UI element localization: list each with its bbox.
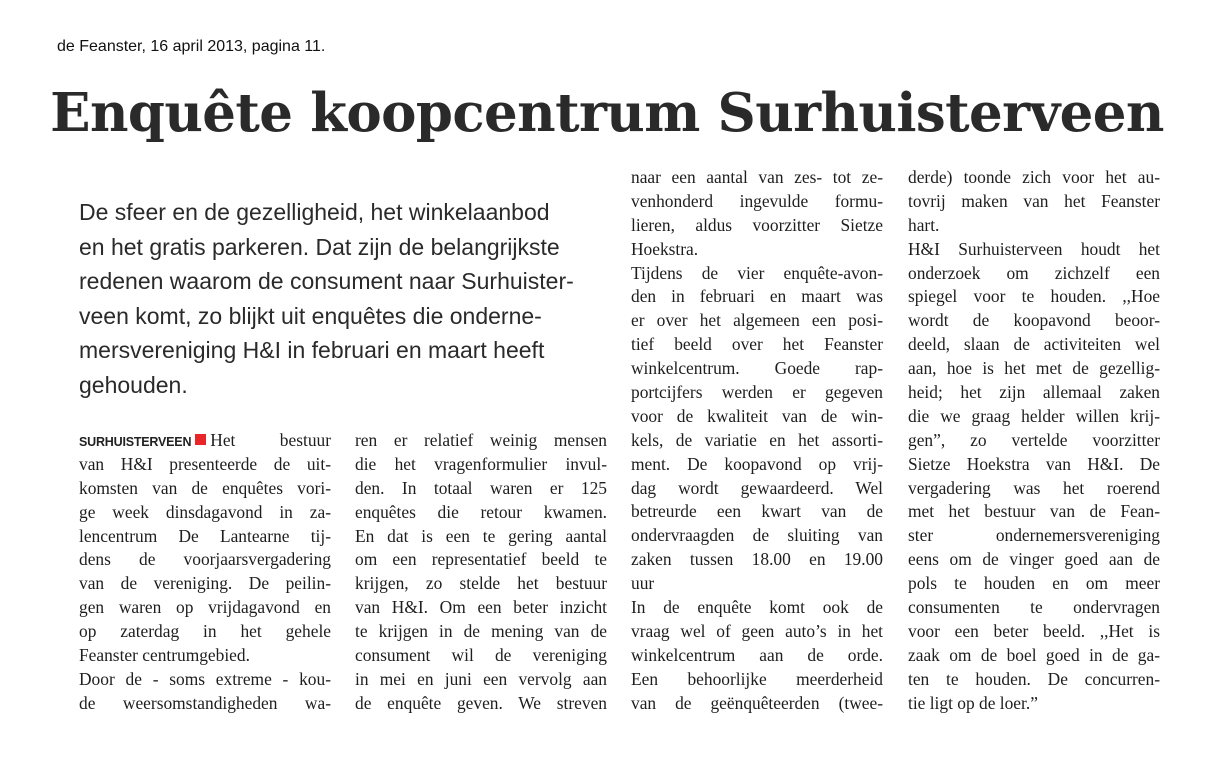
article-column-2	[355, 429, 607, 716]
column-1-line: van de vereniging. De peilin-	[79, 573, 331, 594]
column-1-line: lencentrum De Lantearne tij-	[79, 525, 331, 546]
column-2-line: consument wil de vereniging	[355, 645, 607, 666]
column-3-line: den in februari en maart was	[631, 286, 883, 307]
column-1-line: komsten van de enquêtes vori-	[79, 477, 331, 498]
column-4-line: zaak om de boel goed in de ga-	[908, 644, 1160, 665]
column-4-line: hart.	[908, 214, 940, 235]
column-4-line: pols te houden en om meer	[908, 573, 1160, 594]
column-1-line: van H&I presenteerde de uit-	[79, 453, 331, 474]
column-4-line: eens om de vinger goed aan de	[908, 549, 1160, 570]
dateline: SURHUISTERVEEN	[79, 435, 192, 449]
column-2-line: En dat is een te gering aantal	[355, 525, 607, 546]
column-1-line: op zaterdag in het gehele	[79, 621, 331, 642]
source-line: de Feanster, 16 april 2013, pagina 11.	[57, 38, 326, 55]
column-4-line: aan, hoe is het met de gezellig-	[908, 358, 1160, 379]
column-1-line: Door de - soms extreme - kou-	[79, 668, 331, 689]
column-2-line: in mei en juni een vervolg aan	[355, 668, 607, 689]
column-4-line: voor een beter beeld. ,,Het is	[908, 620, 1160, 641]
column-4-line: die we graag helder willen krij-	[908, 405, 1160, 426]
column-3-line: tief beeld over het Feanster	[631, 334, 883, 355]
column-4-line: met het bestuur van de Fean-	[908, 501, 1160, 522]
column-4-line: gen”, zo vertelde voorzitter	[908, 429, 1160, 450]
column-4-line: consumenten te ondervragen	[908, 597, 1160, 618]
column-3-line: winkelcentrum aan de orde.	[631, 644, 883, 665]
column-1-first-line	[79, 429, 331, 453]
column-3-line: naar een aantal van zes- tot ze-	[631, 167, 883, 187]
column-3-line: zaken tussen 18.00 en 19.00	[631, 549, 883, 570]
column-3-line: Hoekstra.	[631, 238, 699, 259]
column-1-line: ge week dinsdagavond in za-	[79, 501, 331, 522]
column-3-line: van de geënquêteerden (twee-	[631, 692, 883, 713]
column-3-line: ondervraagden de sluiting van	[631, 525, 883, 546]
column-2-line: van H&I. Om een beter inzicht	[355, 597, 607, 618]
intro-line: mersvereniging H&I in februari en maart heeft	[79, 337, 545, 363]
intro-paragraph	[79, 195, 619, 402]
intro-line: redenen waarom de consument naar Surhuister-	[79, 268, 574, 294]
column-3-line: betreurde een kwart van de	[631, 501, 883, 522]
column-1-line: gen waren op vrijdagavond en	[79, 597, 331, 618]
column-3-line: Een behoorlijke meerderheid	[631, 668, 883, 689]
column-2-line: om een representatief beeld te	[355, 549, 607, 570]
column-1-line: de weersomstandigheden wa-	[79, 692, 331, 713]
article-column-3	[631, 166, 883, 715]
article-column-4	[908, 166, 1160, 715]
column-4-line: ster ondernemersvereniging	[908, 525, 1160, 546]
intro-line: De sfeer en de gezelligheid, het winkelaanbod	[79, 199, 550, 225]
column-2-line: den. In totaal waren er 125	[355, 477, 607, 498]
column-3-line: portcijfers werden er gegeven	[631, 382, 883, 403]
column-3-line: In de enquête komt ook de	[631, 597, 883, 618]
column-4-line: tovrij maken van het Feanster	[908, 190, 1160, 211]
article-column-1	[79, 429, 331, 716]
column-2-line: enquêtes die retour kwamen.	[355, 501, 607, 522]
column-3-line: er over het algemeen een posi-	[631, 310, 883, 331]
column-4-line: heid; het zijn allemaal zaken	[908, 382, 1160, 403]
column-2-line: krijgen, zo stelde het bestuur	[355, 573, 607, 594]
column-1-line: dens de voorjaarsvergadering	[79, 549, 331, 570]
column-4-line: wordt de koopavond beoor-	[908, 310, 1160, 331]
column-4-line: ten te houden. De concurren-	[908, 668, 1160, 689]
column-4-line: Sietze Hoekstra van H&I. De	[908, 453, 1160, 474]
column-1-line: Feanster centrumgebied.	[79, 645, 250, 666]
column-4-line: H&I Surhuisterveen houdt het	[908, 238, 1160, 259]
column-4-line: spiegel voor te houden. ,,Hoe	[908, 286, 1160, 307]
column-4-line: derde) toonde zich voor het au-	[908, 167, 1160, 187]
column-3-line: kels, de variatie en het assorti-	[631, 429, 883, 450]
column-3-line: dag wordt gewaardeerd. Wel	[631, 477, 883, 498]
intro-line: gehouden.	[79, 371, 188, 398]
intro-line: en het gratis parkeren. Dat zijn de belangrijkste	[79, 233, 560, 260]
column-2-line: ren er relatief weinig mensen	[355, 430, 607, 450]
column-4-line: deeld, slaan de activiteiten wel	[908, 334, 1160, 355]
red-square-marker	[195, 434, 206, 445]
column-3-line: Tijdens de vier enquête-avon-	[631, 262, 883, 283]
column-3-line: winkelcentrum. Goede rap-	[631, 358, 883, 379]
column-1-first-line-text: Het bestuur	[210, 430, 331, 450]
column-4-line: vergadering was het roerend	[908, 477, 1160, 498]
column-3-line: ment. De koopavond op vrij-	[631, 453, 883, 474]
column-2-line: die het vragenformulier invul-	[355, 453, 607, 474]
column-3-line: uur	[631, 573, 655, 594]
column-4-line: onderzoek om zichzelf een	[908, 262, 1160, 283]
column-2-line: te krijgen in de mening van de	[355, 621, 607, 642]
column-3-line: voor de kwaliteit van de win-	[631, 405, 883, 426]
column-4-line: tie ligt op de loer.”	[908, 692, 1038, 713]
intro-line: veen komt, zo blijkt uit enquêtes die onderne-	[79, 302, 542, 329]
column-3-line: vraag wel of geen auto’s in het	[631, 620, 883, 641]
headline: Enquête koopcentrum Surhuisterveen	[50, 82, 1164, 144]
column-3-line: lieren, aldus voorzitter Sietze	[631, 214, 883, 235]
column-2-line: de enquête geven. We streven	[355, 692, 607, 713]
column-3-line: venhonderd ingevulde formu-	[631, 190, 883, 211]
